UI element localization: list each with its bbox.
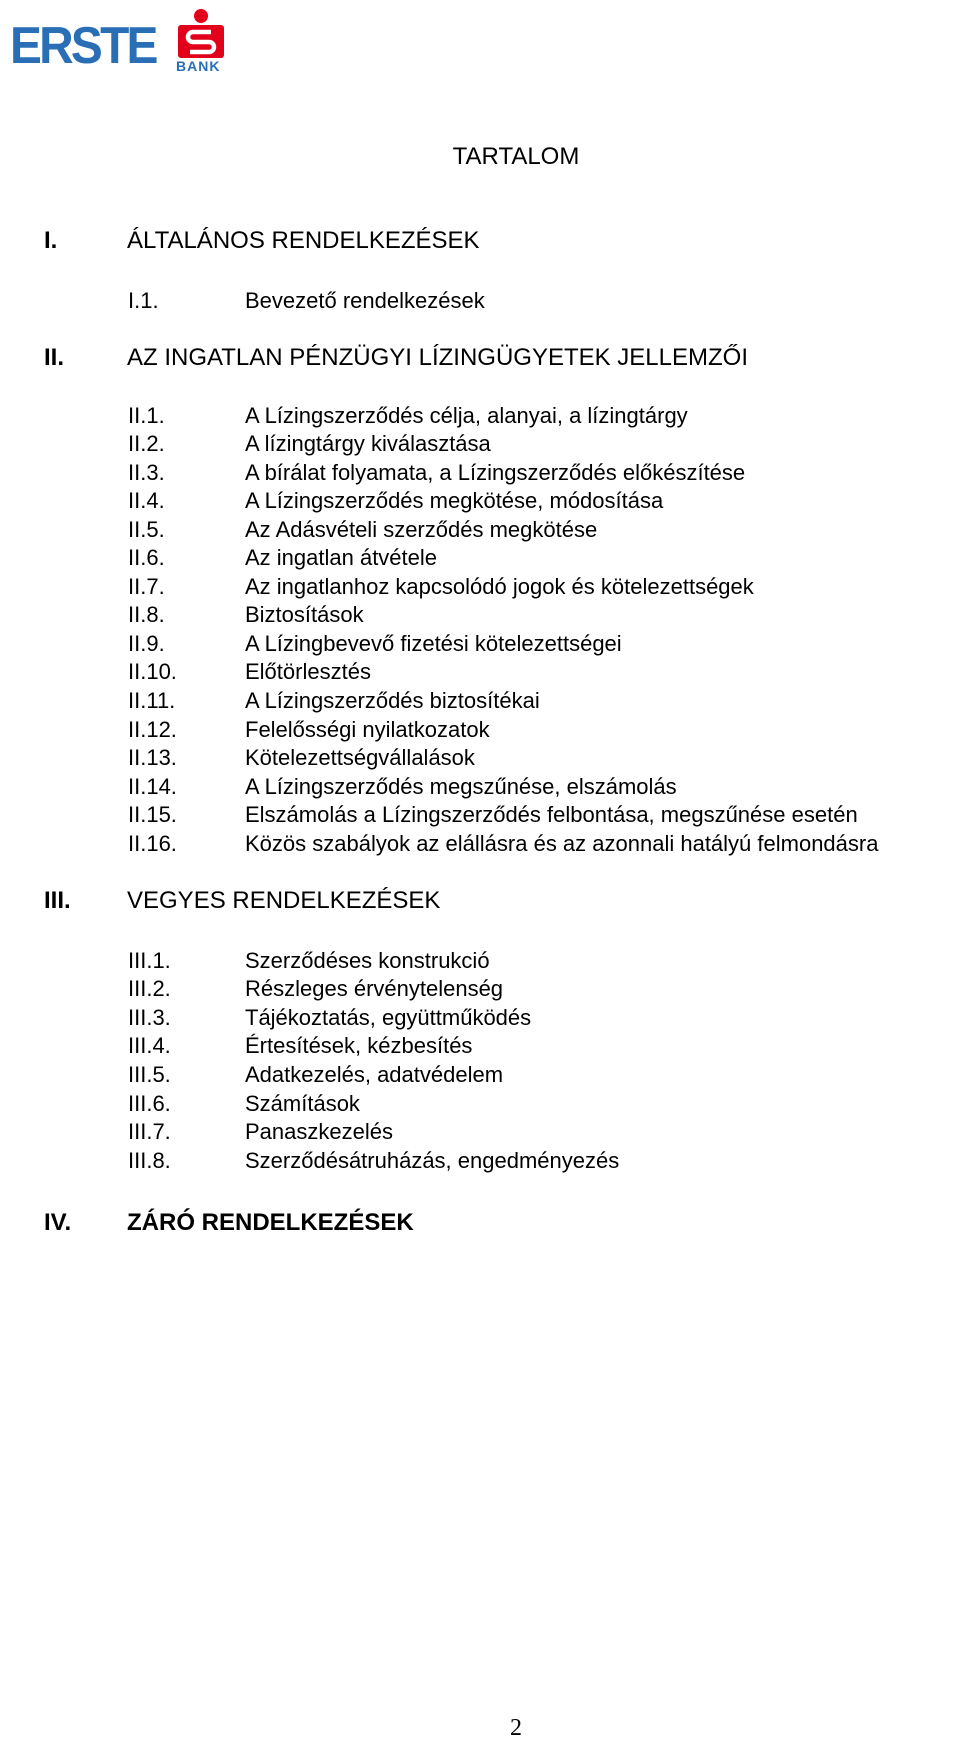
item-title: Panaszkezelés bbox=[245, 1119, 393, 1144]
item-title: Tájékoztatás, együttműködés bbox=[245, 1005, 532, 1030]
item-number: III.8. bbox=[128, 1148, 171, 1173]
item-number: III.4. bbox=[128, 1033, 171, 1058]
logo-bank-label: BANK bbox=[176, 58, 221, 74]
item-title: Az ingatlan átvétele bbox=[245, 545, 438, 570]
item-number: III.7. bbox=[128, 1119, 171, 1144]
item-title: Az ingatlanhoz kapcsolódó jogok és kötelezettségek bbox=[245, 574, 754, 599]
item-number: II.5. bbox=[128, 517, 165, 542]
section-number: III. bbox=[44, 887, 71, 914]
item-number: II.16. bbox=[128, 831, 177, 856]
page-title: TARTALOM bbox=[452, 143, 580, 170]
item-title: A lízingtárgy kiválasztása bbox=[245, 431, 491, 456]
item-number: II.2. bbox=[128, 431, 165, 456]
section-number: I. bbox=[44, 227, 58, 254]
item-number: III.1. bbox=[128, 948, 171, 973]
item-title: Az Adásvételi szerződés megkötése bbox=[245, 517, 598, 542]
item-number: III.6. bbox=[128, 1091, 171, 1116]
item-title: Adatkezelés, adatvédelem bbox=[245, 1062, 504, 1087]
item-number: II.4. bbox=[128, 488, 165, 513]
item-number: II.8. bbox=[128, 602, 165, 627]
page-number: 2 bbox=[510, 1715, 522, 1741]
item-title: A Lízingszerződés biztosítékai bbox=[245, 688, 540, 713]
item-title: Szerződésátruházás, engedményezés bbox=[245, 1148, 620, 1173]
item-title: Felelősségi nyilatkozatok bbox=[245, 717, 490, 742]
item-title: Biztosítások bbox=[245, 602, 364, 627]
item-number: II.9. bbox=[128, 631, 165, 656]
item-title: Értesítések, kézbesítés bbox=[245, 1033, 473, 1058]
item-title: A bírálat folyamata, a Lízingszerződés előkészítése bbox=[245, 460, 746, 485]
section-title: AZ INGATLAN PÉNZÜGYI LÍZINGÜGYETEK JELLEMZŐI bbox=[127, 344, 748, 371]
item-number: II.13. bbox=[128, 745, 177, 770]
item-number: III.2. bbox=[128, 976, 171, 1001]
item-number: II.3. bbox=[128, 460, 165, 485]
item-title: Kötelezettségvállalások bbox=[245, 745, 475, 770]
logo-wordmark: ERSTE bbox=[10, 17, 156, 75]
item-title: Elszámolás a Lízingszerződés felbontása, megszűnése esetén bbox=[245, 802, 858, 827]
item-title: A Lízingszerződés megszűnése, elszámolás bbox=[245, 774, 677, 799]
item-number: II.12. bbox=[128, 717, 177, 742]
item-title: Közös szabályok az elállásra és az azonnali hatályú felmondásra bbox=[245, 831, 879, 856]
item-number: I.1. bbox=[128, 288, 159, 313]
item-title: Számítások bbox=[245, 1091, 360, 1116]
item-number: II.10. bbox=[128, 659, 177, 684]
item-number: II.6. bbox=[128, 545, 165, 570]
erste-bank-logo bbox=[10, 8, 222, 74]
item-number: II.14. bbox=[128, 774, 177, 799]
item-title: Előtörlesztés bbox=[245, 659, 371, 684]
item-number: II.7. bbox=[128, 574, 165, 599]
item-title: A Lízingszerződés célja, alanyai, a lízingtárgy bbox=[245, 403, 688, 428]
item-number: II.1. bbox=[128, 403, 165, 428]
item-title: Szerződéses konstrukció bbox=[245, 948, 490, 973]
item-title: Részleges érvénytelenség bbox=[245, 976, 504, 1001]
item-number: II.15. bbox=[128, 802, 177, 827]
section-title: ÁLTALÁNOS RENDELKEZÉSEK bbox=[127, 227, 480, 254]
section-number: II. bbox=[44, 344, 65, 371]
item-number: II.11. bbox=[128, 688, 176, 713]
item-title: A Lízingszerződés megkötése, módosítása bbox=[245, 488, 664, 513]
item-number: III.3. bbox=[128, 1005, 171, 1030]
section-title: VEGYES RENDELKEZÉSEK bbox=[127, 887, 441, 914]
section-title: ZÁRÓ RENDELKEZÉSEK bbox=[127, 1209, 414, 1236]
section-number: IV. bbox=[44, 1209, 72, 1236]
erste-s-mark-icon bbox=[175, 8, 227, 60]
item-title: Bevezető rendelkezések bbox=[245, 288, 485, 313]
item-number: III.5. bbox=[128, 1062, 171, 1087]
item-title: A Lízingbevevő fizetési kötelezettségei bbox=[245, 631, 622, 656]
